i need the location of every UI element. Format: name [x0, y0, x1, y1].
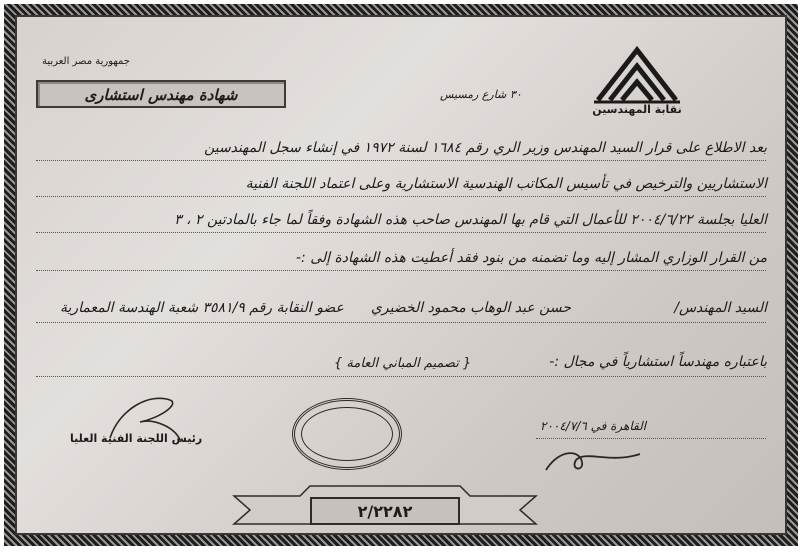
- dotted-underline: [36, 270, 766, 271]
- dotted-underline: [36, 196, 766, 197]
- specialty-field: { تصميم المباني العامة }: [334, 356, 472, 371]
- syndicate-address: ٣٠ شارع رمسيس: [440, 88, 522, 101]
- membership-number: عضو النقابة رقم ٣٥٨١/٩ شعبة الهندسة المعمارية: [60, 300, 344, 316]
- syndicate-name: نقابة المهندسين: [592, 103, 682, 116]
- body-line-3: العليا بجلسة ٢٠٠٤/٦/٢٢ للأعمال التي قام بها المهندس صاحب هذه الشهادة وفقاً لما جاء بالمادتين ٢ ، ٣: [174, 212, 767, 228]
- certificate-title-box: [36, 80, 286, 108]
- dotted-underline: [36, 160, 766, 161]
- body-line-1: بعد الاطلاع على قرار السيد المهندس وزير الري رقم ١٦٨٤ لسنة ١٩٧٢ في إنشاء سجل المهندسين: [204, 140, 767, 156]
- dotted-underline: [36, 322, 766, 323]
- seal-inner-ring: [301, 407, 393, 461]
- serial-number: ٢/٢٢٨٢: [357, 502, 413, 521]
- dotted-underline: [536, 438, 766, 439]
- syndicate-logo-icon: [592, 40, 682, 108]
- body-line-4: من القرار الوزاري المشار إليه وما تضمنه من بنود فقد أعطيت هذه الشهادة إلى :-: [295, 250, 767, 266]
- engineer-name: حسن عبد الوهاب محمود الخضيري: [370, 300, 571, 316]
- syndicate-seal-icon: [292, 398, 402, 470]
- issue-date: القاهرة في ٢٠٠٤/٧/٦: [540, 419, 647, 433]
- right-signature-icon: [540, 440, 650, 480]
- serial-number-box: [310, 497, 460, 525]
- dotted-underline: [36, 232, 766, 233]
- body-line-field: باعتباره مهندساً استشارياً في مجال :-: [549, 354, 767, 370]
- certificate-title: شهادة مهندس استشارى: [84, 86, 238, 104]
- dotted-underline: [36, 376, 766, 377]
- republic-name: جمهورية مصر العربية: [42, 56, 130, 67]
- body-line-2: الاستشاريين والترخيص في تأسيس المكاتب الهندسية الاستشارية وعلى اعتماد اللجنة الفنية: [245, 176, 767, 192]
- signatory-title: رئيس اللجنة الفنية العليا: [70, 432, 203, 445]
- engineer-title-prefix: السيد المهندس/: [674, 300, 767, 316]
